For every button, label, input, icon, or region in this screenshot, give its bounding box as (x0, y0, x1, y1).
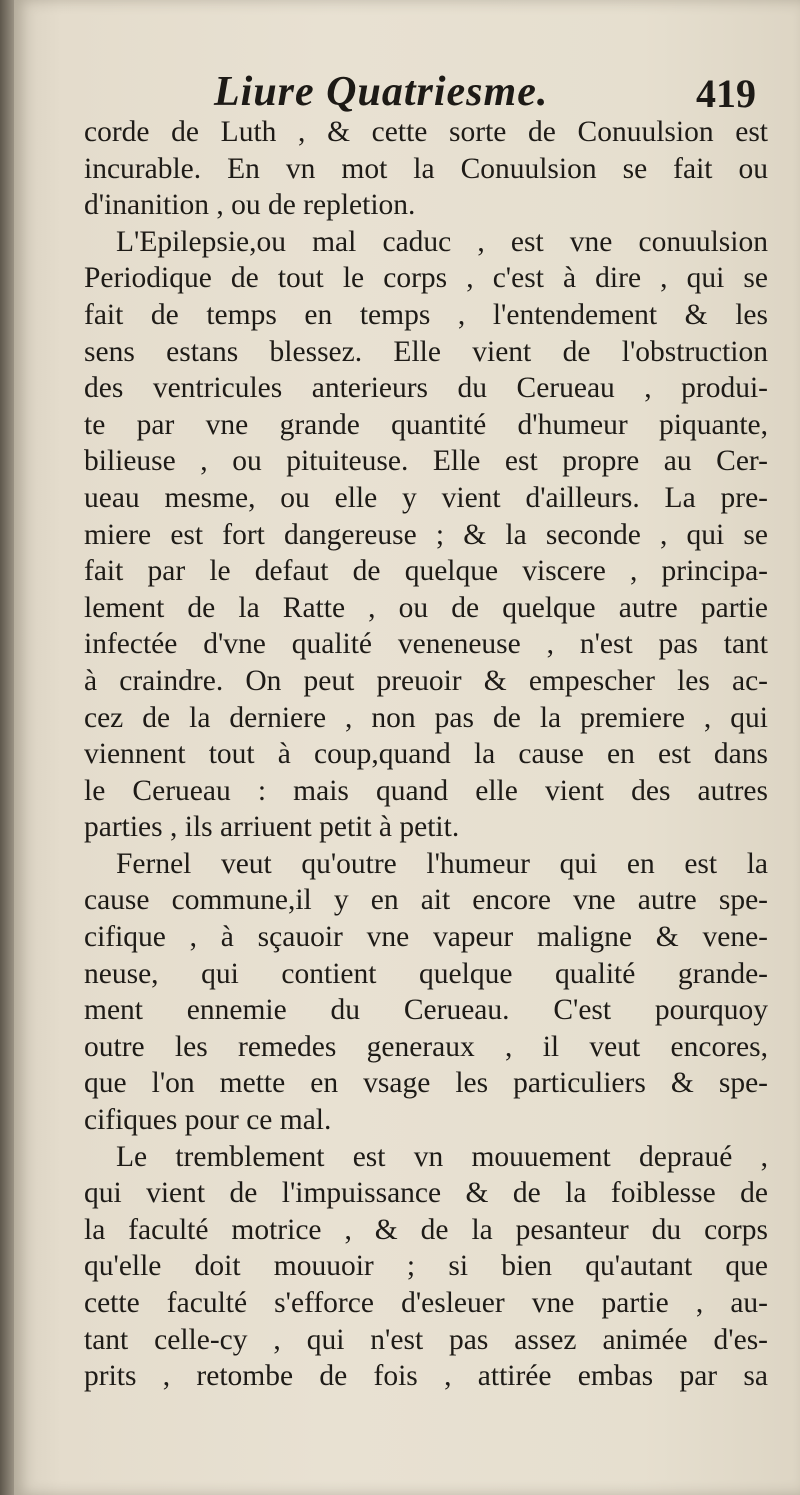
running-title: Liure Quatriesme. (214, 69, 549, 115)
text-line: fait de temps en temps , l'entendement & les (84, 298, 768, 331)
body-text (84, 114, 768, 1395)
text-line: des ventricules anterieurs du Cerueau , produi- (84, 372, 768, 405)
text-line: cifiques pour ce mal. (84, 1104, 332, 1137)
text-line: cause commune,il y en ait encore vne autre spe- (84, 884, 768, 917)
text-line: ment ennemie du Cerueau. C'est pourquoy (84, 994, 768, 1027)
page-number: 419 (696, 71, 756, 116)
text-line: cez de la derniere , non pas de la premiere , qui (84, 701, 768, 734)
text-line: cifique , à sçauoir vne vapeur maligne & vene- (84, 921, 768, 954)
text-line: outre les remedes generaux , il veut encores, (84, 1030, 768, 1063)
text-line: sens estans blessez. Elle vient de l'obstruction (84, 335, 768, 368)
text-line: qui vient de l'impuissance & de la foiblesse de (84, 1177, 768, 1210)
text-line: tant celle-cy , qui n'est pas assez animée d'es- (84, 1323, 768, 1356)
text-line: incurable. En vn mot la Conuulsion se fait ou (84, 152, 768, 185)
paragraph-start-line: Fernel veut qu'outre l'humeur qui en est la (116, 847, 768, 880)
text-line: corde de Luth , & cette sorte de Conuulsion est (84, 116, 768, 148)
text-line: miere est fort dangereuse ; & la seconde , qui se (84, 518, 768, 551)
paragraph-start-line: L'Epilepsie,ou mal caduc , est vne conuulsion (116, 225, 768, 258)
book-gutter (0, 0, 14, 1495)
text-line: neuse, qui contient quelque qualité grande- (84, 957, 768, 990)
text-line: fait par le defaut de quelque viscere , principa- (84, 555, 768, 588)
text-line: viennent tout à coup,quand la cause en est dans (84, 738, 768, 771)
text-line: ueau mesme, ou elle y vient d'ailleurs. La pre- (84, 481, 768, 514)
text-line: qu'elle doit mouuoir ; si bien qu'autant que (84, 1250, 768, 1283)
text-line: cette faculté s'efforce d'esleuer vne partie , au- (84, 1287, 768, 1319)
book-page (14, 0, 800, 1495)
text-line: prits , retombe de fois , attirée embas par sa (84, 1360, 768, 1393)
text-line: parties , ils arriuent petit à petit. (84, 811, 460, 844)
text-line: que l'on mette en vsage les particuliers & spe- (84, 1067, 768, 1100)
paragraph-start-line: Le tremblement est vn mouuement depraué , (116, 1140, 768, 1173)
text-line: d'inanition , ou de repletion. (84, 189, 416, 222)
text-line: à craindre. On peut preuoir & empescher les ac- (84, 664, 768, 697)
text-line: infectée d'vne qualité veneneuse , n'est pas tant (84, 628, 768, 661)
text-line: te par vne grande quantité d'humeur piquante, (84, 408, 768, 441)
text-line: bilieuse , ou pituiteuse. Elle est propre au Cer- (84, 445, 768, 478)
text-line: la faculté motrice , & de la pesanteur du corps (84, 1213, 768, 1246)
text-line: lement de la Ratte , ou de quelque autre partie (84, 591, 768, 624)
text-line: Periodique de tout le corps , c'est à dire , qui se (84, 262, 768, 295)
text-line: le Cerueau : mais quand elle vient des autres (84, 774, 768, 807)
